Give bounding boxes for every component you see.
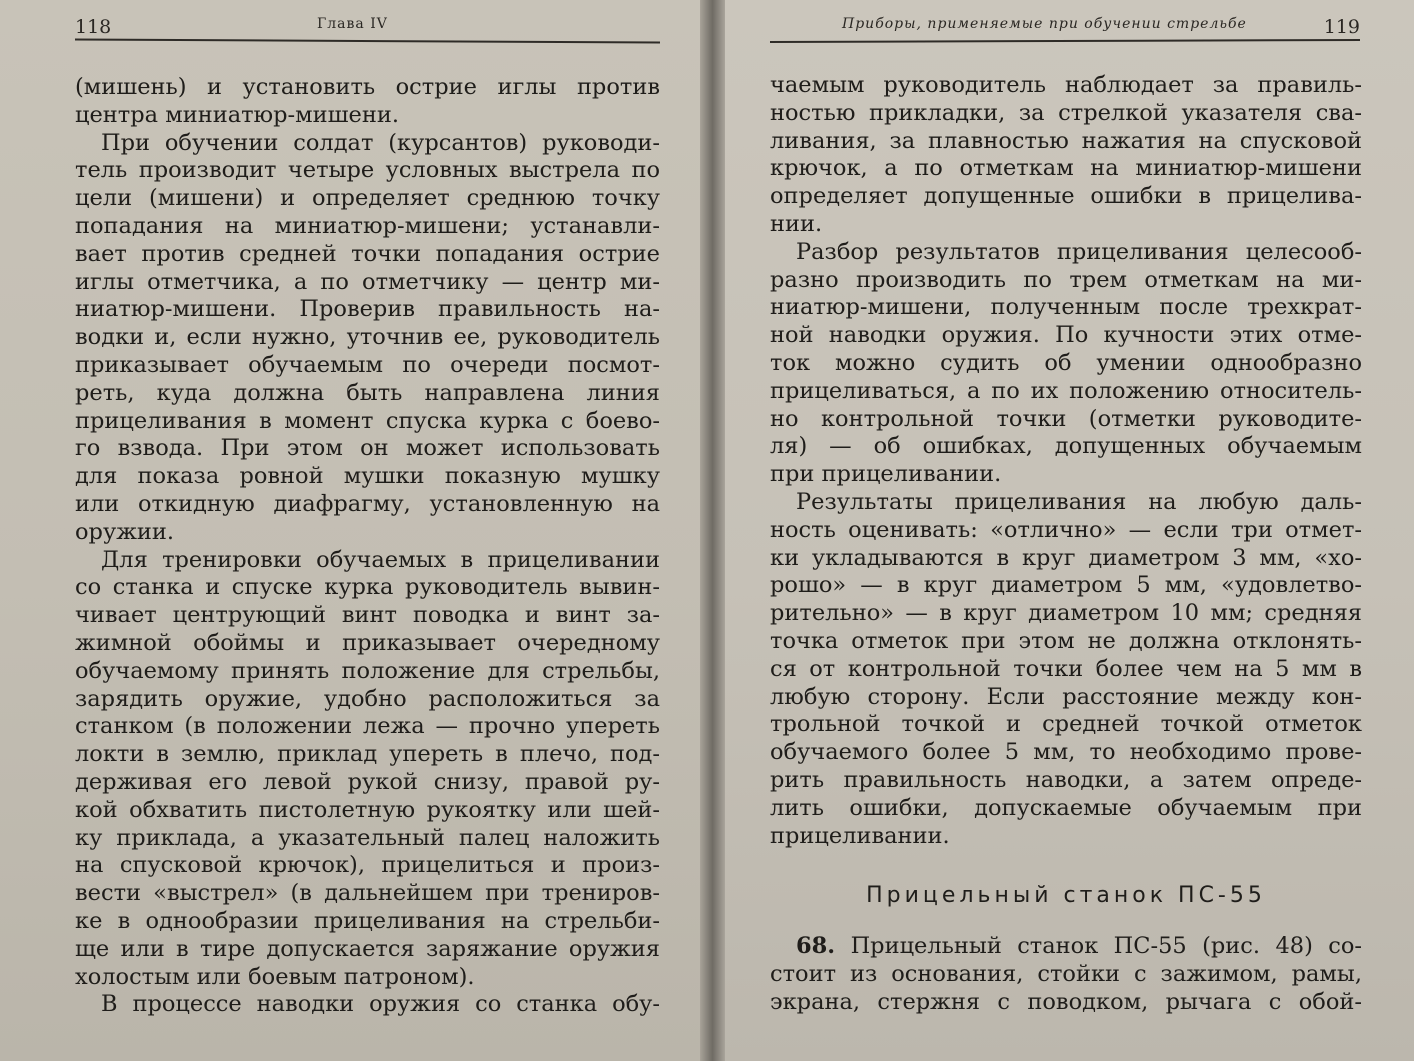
paragraph-first-line: Прицельный станок ПС-55 (рис. 48) со-: [850, 933, 1362, 959]
text-line: зарядить оружие, удобно расположиться за: [75, 685, 660, 712]
text-line: чаемым руководитель наблюдает за правиль-: [770, 72, 1362, 98]
text-line: экрана, стержня с поводком, рычага с обой-: [770, 989, 1362, 1015]
text-line: ниатюр-мишени. Проверив правильность на-: [75, 296, 660, 323]
left-page: [0, 0, 700, 1061]
text-line: ность оценивать: «отлично» — если три отмет-: [770, 516, 1362, 543]
left-running-head: Глава IV: [317, 16, 388, 32]
paragraph-68: [770, 932, 1362, 1016]
text-line: В процессе наводки оружия со станка обу-: [101, 991, 660, 1018]
text-line: держивая его левой рукой снизу, правой ру-: [75, 768, 660, 795]
text-line: определяет допущенные ошибки в прицелива-: [770, 183, 1362, 210]
text-line: [770, 932, 1362, 960]
text-line: приказывает обучаемым по очереди посмот-: [75, 351, 660, 378]
text-line: рошо» — в круг диаметром 5 мм, «удовлетво-: [770, 572, 1362, 599]
text-line: прицеливании.: [770, 822, 950, 849]
text-line: ностью прикладки, за стрелкой указателя сва-: [770, 99, 1362, 126]
text-line: для показа ровной мушки показную мушку: [75, 463, 660, 490]
right-page-body: [770, 72, 1362, 850]
text-line: го взвода. При этом он может использовать: [75, 435, 660, 462]
text-line: при прицеливании.: [770, 461, 1002, 488]
right-page: [725, 0, 1414, 1061]
text-line: холостым или боевым патроном).: [75, 963, 475, 990]
text-line: ке в однообразии прицеливания на стрельби-: [75, 907, 660, 934]
left-page-header: [75, 12, 660, 42]
text-line: попадания на миниатюр-мишени; устанавли-: [75, 212, 660, 239]
text-line: но контрольной точки (отметки руководите-: [770, 405, 1362, 432]
text-line: крючок, а по отметкам на миниатюр-мишени: [770, 155, 1362, 182]
text-line: стоит из основания, стойки с зажимом, рамы,: [770, 961, 1362, 987]
text-line: прицеливаться, а по их положению относитель-: [770, 377, 1362, 404]
text-line: ной наводки оружия. По кучности этих отме-: [770, 322, 1362, 349]
text-line: Результаты прицеливания на любую даль-: [796, 488, 1362, 515]
text-line: цели (мишени) и определяет среднюю точку: [75, 185, 660, 212]
text-line: оружии.: [75, 518, 175, 545]
paragraph-number: 68.: [796, 933, 836, 959]
text-line: ниатюр-мишени, полученным после трехкрат-: [770, 294, 1362, 321]
text-line: рительно» — в круг диаметром 10 мм; средняя: [770, 600, 1362, 627]
text-line: разно производить по трем отметкам на ми-: [770, 266, 1362, 293]
right-page-number: 119: [1323, 16, 1360, 38]
text-line: (мишень) и установить острие иглы против: [75, 74, 660, 100]
text-line: прицеливания в момент спуска курка с боево-: [75, 407, 660, 434]
left-page-number: 118: [75, 16, 112, 38]
text-line: трольной точкой и средней точкой отметок: [770, 711, 1362, 738]
text-line: со станка и спуске курка руководитель вывин-: [75, 574, 660, 601]
text-line: или откидную диафрагму, установленную на: [75, 490, 660, 517]
text-line: ку приклада, а указательный палец наложить: [75, 824, 660, 851]
text-line: Разбор результатов прицеливания целесооб-: [796, 238, 1362, 265]
text-line: ки укладываются в круг диаметром 3 мм, «хо-: [770, 544, 1362, 571]
text-line: Для тренировки обучаемых в прицеливании: [101, 546, 660, 573]
text-line: ля) — об ошибках, допущенных обучаемым: [770, 433, 1362, 460]
right-running-head: Приборы, применяемые при обучении стрельбе: [842, 16, 1247, 32]
text-line: обучаемого более 5 мм, то необходимо прове-: [770, 739, 1362, 766]
section-title: Прицельный станок ПС-55: [866, 883, 1266, 908]
text-line: центра миниатюр-мишени.: [75, 101, 400, 128]
text-line: ще или в тире допускается заряжание оружия: [75, 935, 660, 962]
text-line: ся от контрольной точки более чем на 5 мм в: [770, 655, 1362, 682]
text-line: водки и, если нужно, уточнив ее, руководитель: [75, 324, 660, 351]
text-line: При обучении солдат (курсантов) руководи-: [101, 129, 660, 156]
text-line: лить ошибки, допускаемые обучаемым при: [770, 794, 1362, 821]
left-page-body: [75, 74, 660, 1019]
text-line: реть, куда должна быть направлена линия: [75, 379, 660, 406]
text-line: нии.: [770, 210, 823, 237]
text-line: обучаемому принять положение для стрельбы,: [75, 657, 660, 684]
text-line: ливания, за плавностью нажатия на спусковой: [770, 127, 1362, 154]
text-line: чивает центрующий винт поводка и винт за-: [75, 602, 660, 629]
text-line: локти в землю, приклад упереть в плечо, под-: [75, 741, 660, 768]
book-gutter: [700, 0, 725, 1061]
text-line: рить правильность наводки, а затем опреде-: [770, 766, 1362, 793]
text-line: на спусковой крючок), прицелиться и произ-: [75, 852, 660, 879]
text-line: кой обхватить пистолетную рукоятку или шей-: [75, 796, 660, 823]
text-line: точка отметок при этом не должна отклонять-: [770, 627, 1362, 654]
text-line: станком (в положении лежа — прочно упереть: [75, 713, 660, 740]
text-line: жимной обоймы и приказывает очередному: [75, 629, 660, 656]
text-line: любую сторону. Если расстояние между кон-: [770, 683, 1362, 710]
right-page-header: [770, 12, 1360, 42]
text-line: тель производит четыре условных выстрела по: [75, 157, 660, 184]
text-line: вает против средней точки попадания острие: [75, 240, 660, 267]
text-line: вести «выстрел» (в дальнейшем при трениров-: [75, 880, 660, 907]
text-line: ток можно судить об умении однообразно: [770, 349, 1362, 376]
text-line: иглы отметчика, а по отметчику — центр ми-: [75, 268, 660, 295]
